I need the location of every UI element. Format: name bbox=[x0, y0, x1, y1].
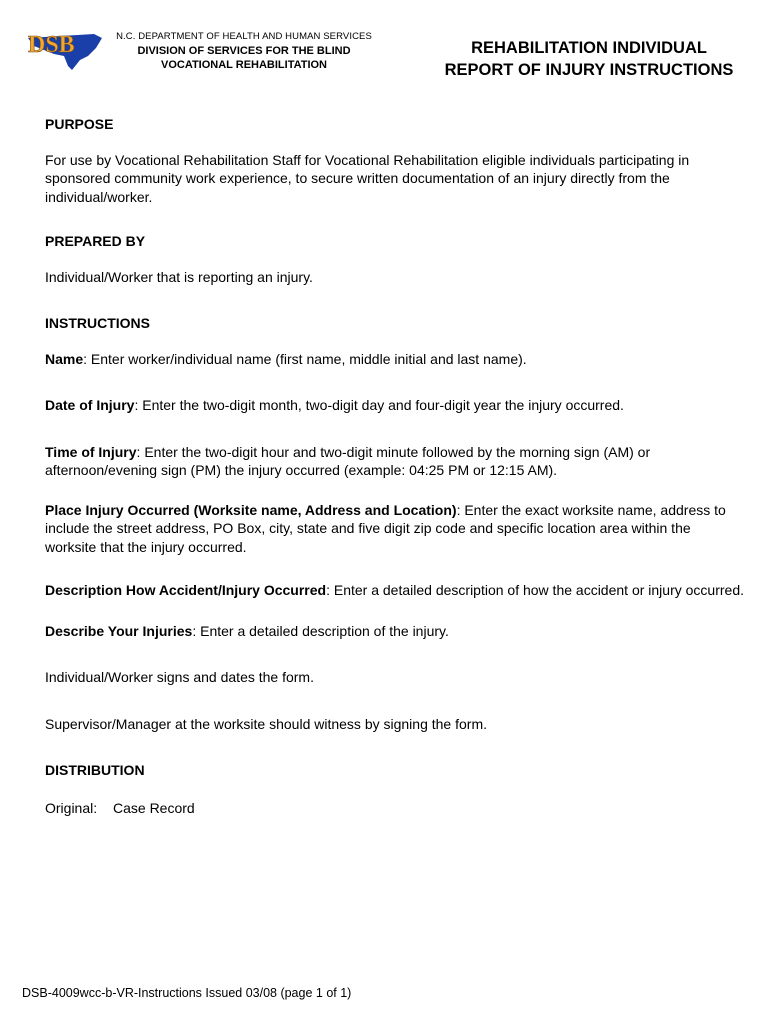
purpose-heading: PURPOSE bbox=[45, 116, 114, 132]
injuries-text: : Enter a detailed description of the injury. bbox=[192, 622, 449, 639]
agency-department: N.C. DEPARTMENT OF HEALTH AND HUMAN SERVICES bbox=[116, 31, 372, 42]
time-label: Time of Injury bbox=[45, 443, 137, 460]
agency-block bbox=[100, 31, 388, 71]
instruction-witness: Supervisor/Manager at the worksite should witness by signing the form. bbox=[45, 715, 487, 732]
time-text: : Enter the two-digit hour and two-digit minute followed by the morning sign (AM) or afternoon/evening sign (PM) the injury occurred (example: 04:25 PM or 12:15 AM). bbox=[45, 443, 651, 478]
name-text: : Enter worker/individual name (first name, middle initial and last name). bbox=[83, 350, 527, 367]
date-label: Date of Injury bbox=[45, 397, 135, 413]
distribution-heading: DISTRIBUTION bbox=[45, 762, 145, 778]
footer-text: DSB-4009wcc-b-VR-Instructions Issued 03/08 (page 1 of 1) bbox=[22, 986, 352, 1000]
instruction-date bbox=[45, 396, 745, 415]
agency-division: DIVISION OF SERVICES FOR THE BLIND bbox=[137, 45, 351, 57]
description-text: : Enter a detailed description of how the accident or injury occurred. bbox=[326, 582, 744, 598]
title-line-1: REHABILITATION INDIVIDUAL bbox=[471, 39, 707, 57]
original-label: Original: bbox=[45, 799, 98, 816]
prepared-by-text: Individual/Worker that is reporting an injury. bbox=[45, 268, 313, 285]
dsb-logo bbox=[24, 26, 106, 72]
description-label: Description How Accident/Injury Occurred bbox=[45, 582, 327, 598]
title-line-2: REPORT OF INJURY INSTRUCTIONS bbox=[444, 61, 734, 79]
purpose-text: For use by Vocational Rehabilitation Staff for Vocational Rehabilitation eligible individuals participating in sponsored community work experience, to secure written documentation of an injury directly from the individual/worker. bbox=[45, 151, 690, 205]
place-text: : Enter the exact worksite name, address to include the street address, PO Box, city, state and five digit zip code and specific location area within the worksite that the injury occurred. bbox=[45, 501, 726, 555]
instructions-heading: INSTRUCTIONS bbox=[45, 315, 150, 331]
document-body bbox=[45, 115, 745, 817]
injuries-label: Describe Your Injuries bbox=[45, 622, 193, 639]
instruction-time bbox=[45, 443, 745, 480]
original-value: Case Record bbox=[113, 799, 195, 816]
document-title bbox=[428, 37, 750, 81]
instruction-signs: Individual/Worker signs and dates the form. bbox=[45, 669, 314, 685]
instruction-name bbox=[45, 350, 745, 369]
instruction-place bbox=[45, 501, 745, 557]
agency-program: VOCATIONAL REHABILITATION bbox=[160, 59, 327, 71]
place-label: Place Injury Occurred (Worksite name, Address and Location) bbox=[45, 501, 457, 518]
instruction-description bbox=[45, 581, 745, 600]
date-text: : Enter the two-digit month, two-digit day and four-digit year the injury occurred. bbox=[134, 397, 624, 413]
distribution-original bbox=[45, 799, 745, 818]
prepared-by-heading: PREPARED BY bbox=[45, 233, 146, 249]
name-label: Name bbox=[45, 350, 84, 367]
logo-text: DSB bbox=[28, 32, 75, 58]
instruction-injuries bbox=[45, 622, 745, 641]
